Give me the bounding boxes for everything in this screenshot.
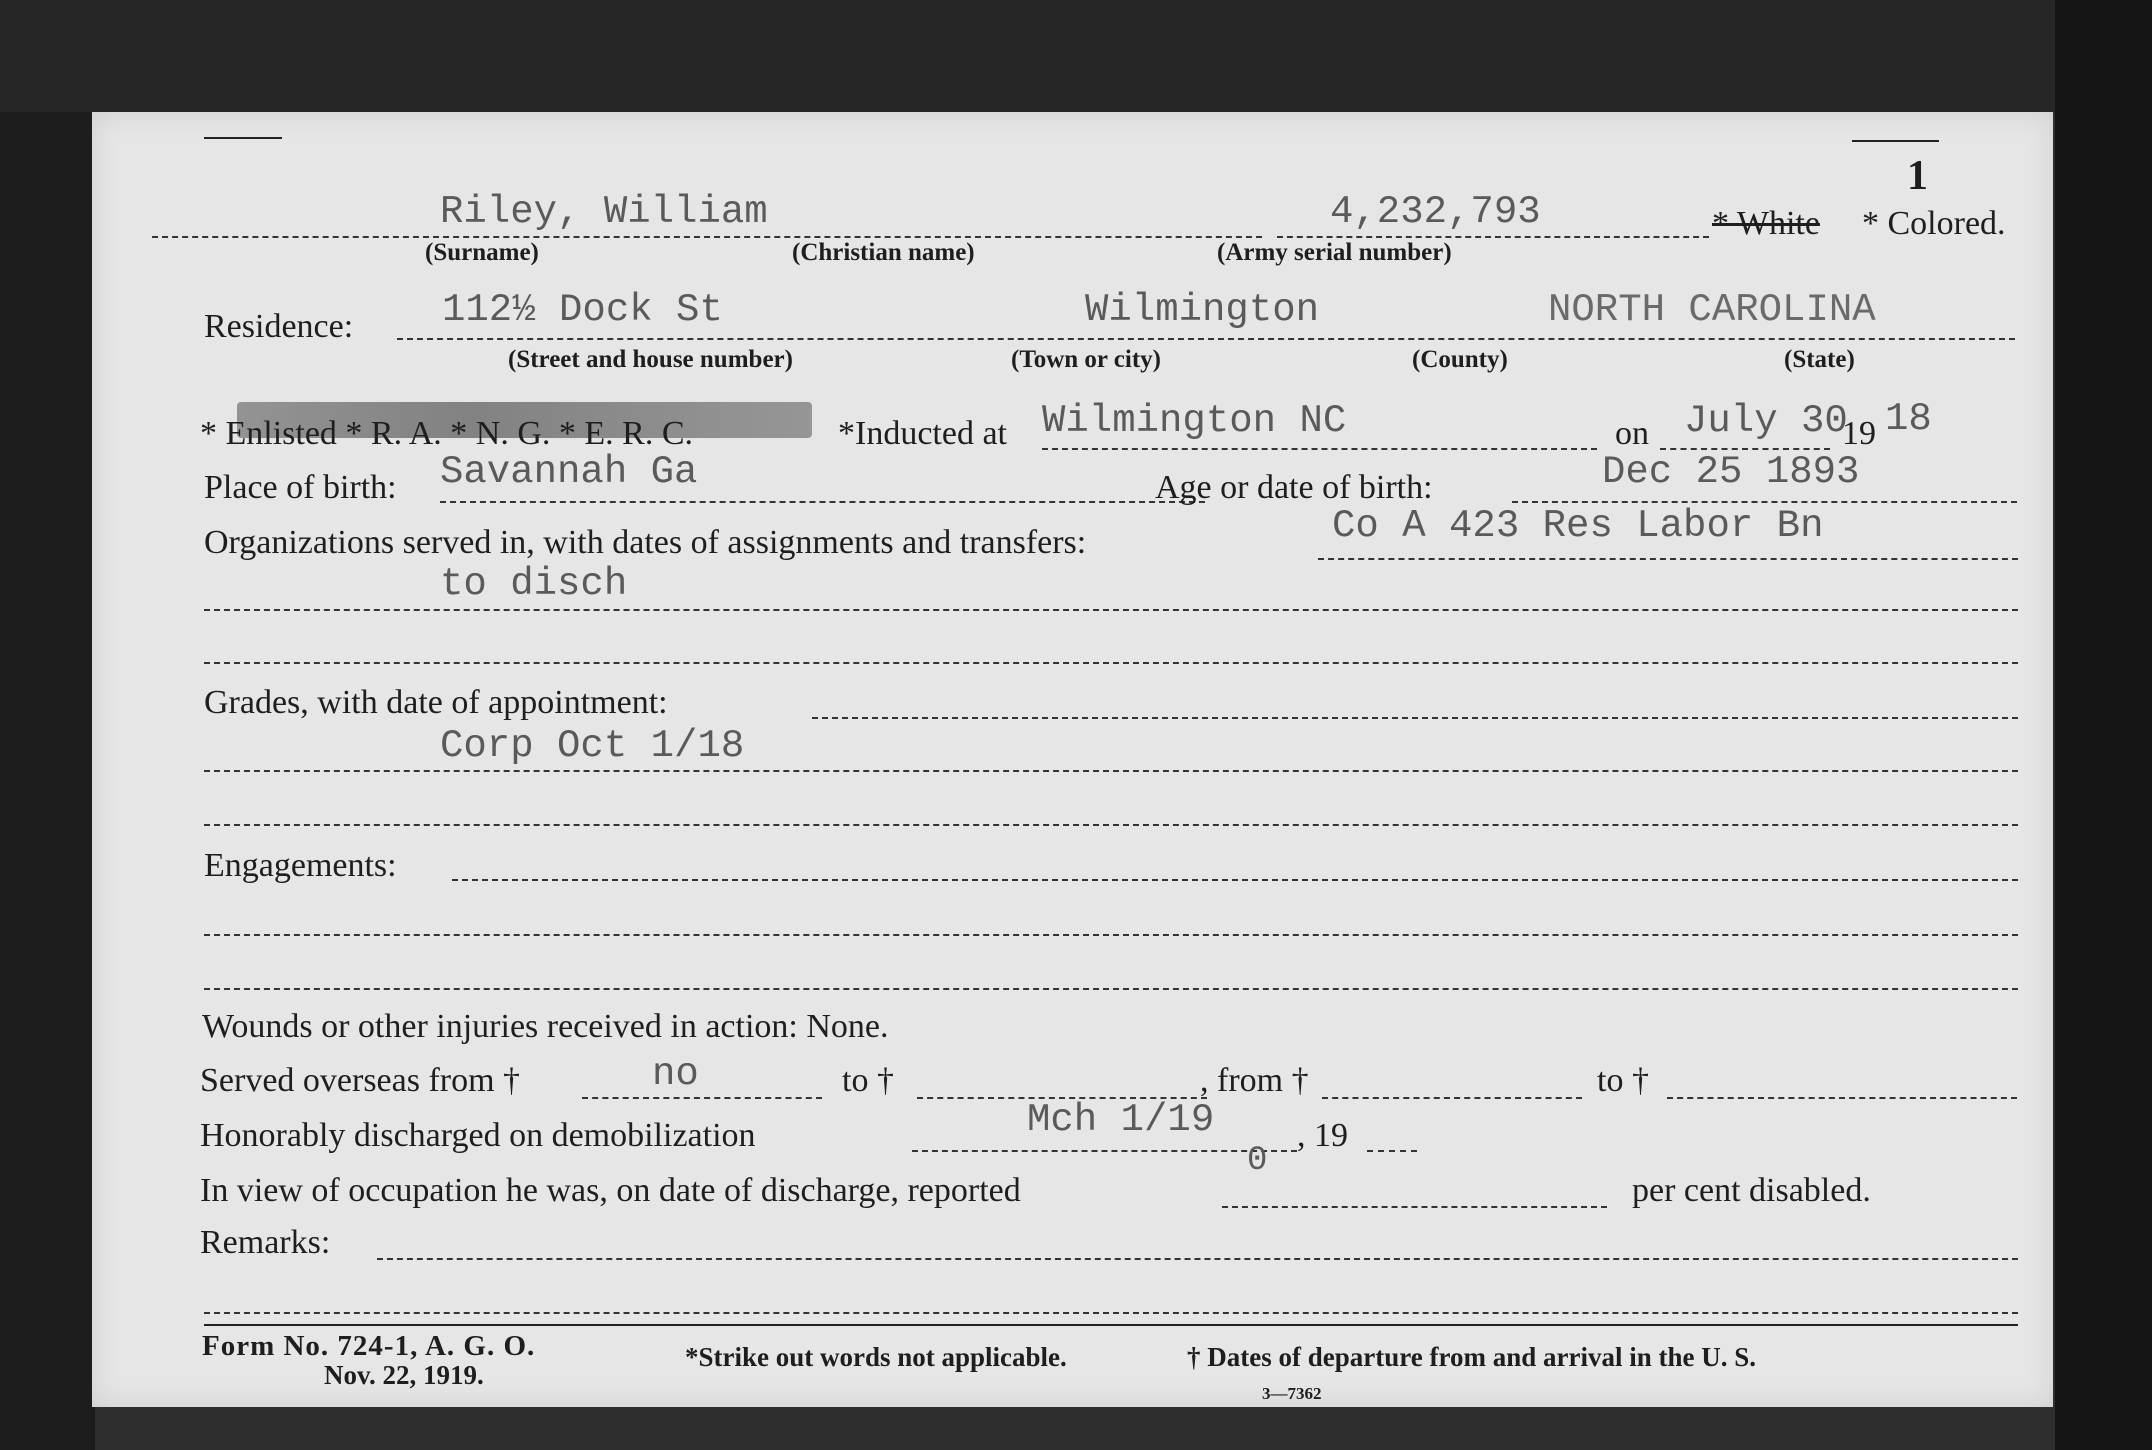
birthplace-value: Savannah Ga (440, 450, 698, 494)
engagements-line-2 (204, 934, 2018, 936)
birthplace-label: Place of birth: (204, 469, 397, 506)
grade-value-1: Corp Oct 1/18 (440, 724, 745, 768)
overseas-to-line-2 (1667, 1097, 2017, 1099)
top-right-rule (1852, 140, 1939, 142)
percent-disabled-label: per cent disabled. (1632, 1172, 1871, 1209)
state-caption: (State) (1784, 346, 1855, 373)
form-number: Form No. 724-1, A. G. O. (202, 1330, 536, 1362)
county-caption: (County) (1412, 346, 1508, 373)
organization-line-1 (1318, 558, 2018, 560)
residence-town-value: Wilmington (1085, 288, 1320, 332)
residence-state-value: NORTH CAROLINA (1548, 288, 1876, 332)
organization-value-1: Co A 423 Res Labor Bn (1332, 504, 1824, 548)
card-number: 1 (1907, 153, 1928, 199)
grades-line-2 (204, 770, 2018, 772)
disability-line (1222, 1206, 1607, 1208)
occupation-label: In view of occupation he was, on date of discharge, reported (200, 1172, 1021, 1209)
inducted-place-value: Wilmington NC (1042, 399, 1347, 443)
serial-caption: (Army serial number) (1217, 239, 1452, 266)
remarks-line-2 (204, 1312, 2018, 1314)
residence-street-value: 112½ Dock St (442, 288, 723, 332)
grades-label: Grades, with date of appointment: (204, 684, 668, 721)
residence-label: Residence: (204, 308, 354, 345)
footer-rule (204, 1324, 2018, 1326)
serial-number-value: 4,232,793 (1330, 190, 1541, 234)
overseas-to-label-2: to † (1597, 1062, 1649, 1099)
birthplace-line (440, 501, 1205, 503)
name-value: Riley, William (440, 190, 768, 234)
induction-year-value: 18 (1885, 397, 1932, 441)
overseas-from-line-2 (1322, 1097, 1582, 1099)
overseas-from-value: no (652, 1052, 699, 1096)
wounds-text: Wounds or other injuries received in action: None. (202, 1008, 889, 1045)
enlisted-options: * Enlisted * R. A. * N. G. * E. R. C. (200, 415, 694, 452)
disability-value: 0 (1247, 1142, 1268, 1180)
remarks-label: Remarks: (200, 1224, 331, 1261)
inducted-at-label: *Inducted at (838, 415, 1007, 452)
engagements-label: Engagements: (204, 847, 397, 884)
form-date: Nov. 22, 1919. (324, 1360, 484, 1390)
overseas-from-label: Served overseas from † (200, 1062, 521, 1099)
town-caption: (Town or city) (1011, 346, 1161, 373)
organization-line-2 (204, 609, 2018, 611)
induction-year-prefix: 19 (1842, 415, 1876, 452)
overseas-from-label-2: , from † (1200, 1062, 1309, 1099)
top-left-rule (204, 137, 282, 139)
strike-out-note: *Strike out words not applicable. (685, 1342, 1067, 1372)
discharge-year-label: , 19 (1297, 1117, 1348, 1154)
overseas-to-label: to † (842, 1062, 894, 1099)
organizations-label: Organizations served in, with dates of assignments and transfers: (204, 524, 1087, 561)
race-white-struck: * White (1712, 205, 1820, 242)
birth-date-value: Dec 25 1893 (1602, 450, 1860, 494)
service-record-card (92, 112, 2053, 1407)
print-code: 3—7362 (1262, 1384, 1322, 1403)
name-line (152, 236, 1262, 238)
surname-caption: (Surname) (425, 239, 539, 266)
engagements-line-1 (452, 879, 2018, 881)
remarks-line-1 (377, 1258, 2018, 1260)
street-caption: (Street and house number) (508, 346, 793, 373)
engagements-line-3 (204, 988, 2018, 990)
christian-name-caption: (Christian name) (792, 239, 975, 266)
discharge-date-line (912, 1150, 1297, 1152)
grades-line-1 (812, 717, 2018, 719)
residence-line (397, 338, 2015, 340)
scan-background-right (2055, 0, 2152, 1450)
induction-date-value: July 30 (1684, 399, 1848, 443)
serial-line (1277, 236, 1709, 238)
inducted-line (1042, 448, 1597, 450)
overseas-from-line (582, 1097, 822, 1099)
organization-value-2: to disch (440, 562, 628, 606)
race-colored: * Colored. (1862, 205, 2006, 242)
birth-date-line (1512, 501, 2017, 503)
scan-background-left (0, 0, 95, 1450)
discharge-year-line (1367, 1150, 1417, 1152)
on-label: on (1615, 415, 1649, 452)
grades-line-3 (204, 824, 2018, 826)
scan-background-top (0, 0, 2152, 112)
discharge-date-value: Mch 1/19 (1027, 1098, 1215, 1142)
discharge-label: Honorably discharged on demobilization (200, 1117, 756, 1154)
age-label: Age or date of birth: (1155, 469, 1433, 506)
dates-note: † Dates of departure from and arrival in the U. S. (1187, 1342, 1756, 1372)
organization-line-3 (204, 662, 2018, 664)
